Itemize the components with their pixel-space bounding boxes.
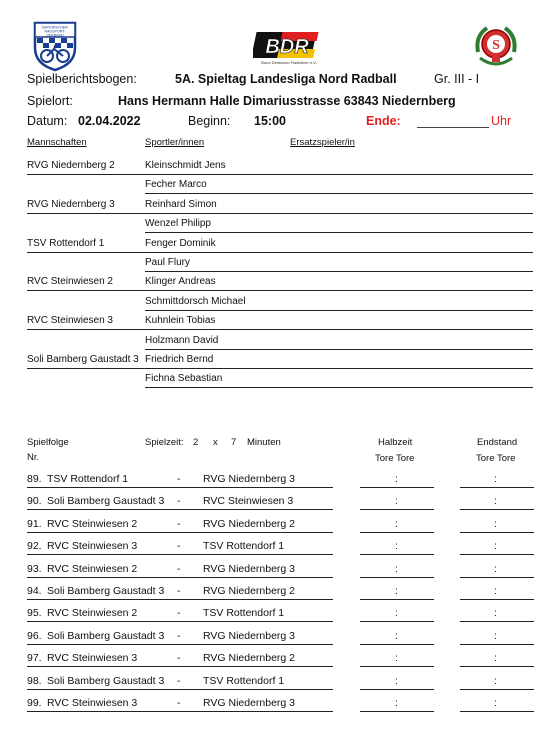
end-label: Ende: — [366, 114, 401, 128]
game-divider — [27, 711, 333, 712]
players-header: Sportler/innen — [145, 137, 205, 148]
game-divider — [27, 577, 333, 578]
game-home-team: RVC Steinwiesen 2 — [47, 562, 138, 575]
final-score-field[interactable] — [460, 487, 534, 488]
halftime-score-field[interactable] — [360, 621, 434, 622]
halftime-score-separator: : — [395, 607, 398, 620]
roster-divider — [145, 310, 533, 311]
final-goals-header: Tore Tore — [476, 453, 516, 464]
halftime-score-field[interactable] — [360, 554, 434, 555]
halftime-score-separator: : — [395, 652, 398, 665]
venue-value: Hans Hermann Halle Dimariusstrasse 63843 Niedernberg — [118, 94, 456, 108]
game-dash: - — [177, 495, 181, 508]
game-number: 92. — [27, 540, 42, 553]
roster-divider — [27, 368, 533, 369]
final-score-separator: : — [494, 697, 497, 709]
game-dash: - — [177, 607, 181, 620]
game-number: 96. — [27, 629, 42, 642]
game-dash: - — [177, 517, 181, 530]
roster-player: Wenzel Philipp — [145, 218, 211, 230]
date-label: Datum: — [27, 114, 68, 128]
halftime-score-field[interactable] — [360, 532, 434, 533]
halftime-header: Halbzeit — [378, 437, 413, 448]
halftime-score-separator: : — [395, 540, 398, 553]
game-away-team: TSV Rottendorf 1 — [203, 607, 285, 620]
game-dash: - — [177, 629, 181, 642]
nr-header: Nr. — [27, 452, 40, 463]
halftime-score-separator: : — [395, 629, 398, 642]
game-number: 95. — [27, 607, 42, 620]
game-away-team: RVC Steinwiesen 3 — [203, 495, 294, 508]
game-home-team: RVC Steinwiesen 2 — [47, 607, 138, 620]
roster-divider — [145, 232, 533, 233]
roster-player: Kleinschmidt Jens — [145, 160, 226, 171]
game-dash: - — [177, 473, 181, 485]
halftime-score-separator: : — [395, 495, 398, 508]
game-dash: - — [177, 562, 181, 575]
roster-divider — [145, 349, 533, 350]
game-number: 89. — [27, 473, 42, 485]
game-divider — [27, 532, 333, 533]
game-dash: - — [177, 585, 181, 597]
final-score-separator: : — [494, 495, 497, 508]
minutes-count: 7 — [231, 437, 237, 448]
bayerischer-radsport-verband-logo — [32, 20, 78, 72]
times-sign: x — [213, 437, 218, 448]
game-dash: - — [177, 697, 181, 709]
halftime-score-field[interactable] — [360, 689, 434, 690]
game-away-team: TSV Rottendorf 1 — [203, 540, 285, 553]
game-divider — [27, 666, 333, 667]
roster-player: Reinhard Simon — [145, 198, 217, 210]
roster-team: RVC Steinwiesen 3 — [27, 315, 113, 327]
order-header: Spielfolge — [27, 437, 69, 448]
roster-team: RVG Niedernberg 2 — [27, 160, 115, 171]
roster-team: TSV Rottendorf 1 — [27, 237, 105, 249]
final-score-separator: : — [494, 473, 497, 485]
halftime-score-field[interactable] — [360, 666, 434, 667]
roster-divider — [27, 329, 533, 330]
roster-divider — [145, 271, 533, 272]
start-label: Beginn: — [188, 114, 231, 128]
svg-text:BDR: BDR — [265, 36, 309, 58]
game-number: 99. — [27, 697, 42, 709]
game-divider — [27, 689, 333, 690]
game-number: 90. — [27, 495, 42, 508]
group-label: Gr. III - I — [434, 72, 480, 86]
final-score-separator: : — [494, 517, 497, 530]
date-value: 02.04.2022 — [78, 114, 141, 128]
match-title: 5A. Spieltag Landesliga Nord Radball — [175, 72, 397, 86]
svg-text:RADSPORT-: RADSPORT- — [44, 29, 66, 34]
game-away-team: RVG Niedernberg 3 — [203, 697, 296, 709]
game-home-team: RVC Steinwiesen 2 — [47, 517, 138, 530]
roster-player: Klinger Andreas — [145, 276, 216, 288]
final-score-field[interactable] — [460, 509, 534, 510]
game-away-team: RVG Niedernberg 3 — [203, 562, 296, 575]
roster-player: Fecher Marco — [145, 179, 207, 191]
game-divider — [27, 644, 333, 645]
final-score-field[interactable] — [460, 621, 534, 622]
form-label: Spielberichtsbogen: — [27, 72, 137, 86]
roster-player: Fenger Dominik — [145, 237, 216, 249]
roster-player: Holzmann David — [145, 334, 219, 346]
roster-divider — [27, 174, 533, 175]
final-score-field[interactable] — [460, 554, 534, 555]
game-away-team: TSV Rottendorf 1 — [203, 674, 285, 687]
game-away-team: RVG Niedernberg 2 — [203, 517, 296, 530]
end-time-field[interactable] — [417, 127, 489, 128]
final-score-field[interactable] — [460, 644, 534, 645]
game-number: 94. — [27, 585, 42, 597]
bdr-logo — [253, 30, 321, 66]
final-score-separator: : — [494, 652, 497, 665]
game-home-team: Soli Bamberg Gaustadt 3 — [47, 495, 165, 508]
final-score-separator: : — [494, 562, 497, 575]
svg-text:Bund Deutscher Radfahrer e.V.: Bund Deutscher Radfahrer e.V. — [261, 60, 317, 65]
final-score-field[interactable] — [460, 599, 534, 600]
final-score-field[interactable] — [460, 689, 534, 690]
halftime-score-separator: : — [395, 697, 398, 709]
roster-divider — [27, 290, 533, 291]
halftime-score-separator: : — [395, 585, 398, 597]
teams-header: Mannschaften — [27, 137, 87, 148]
game-away-team: RVG Niedernberg 3 — [203, 473, 296, 485]
game-home-team: Soli Bamberg Gaustadt 3 — [47, 585, 165, 597]
roster-player: Schmittdorsch Michael — [145, 295, 246, 307]
final-score-separator: : — [494, 607, 497, 620]
game-home-team: TSV Rottendorf 1 — [47, 473, 129, 485]
game-home-team: Soli Bamberg Gaustadt 3 — [47, 674, 165, 687]
minutes-label: Minuten — [247, 437, 281, 448]
roster-team: RVC Steinwiesen 2 — [27, 276, 113, 288]
roster-player: Fichna Sebastian — [145, 373, 223, 385]
halftime-score-field[interactable] — [360, 599, 434, 600]
game-dash: - — [177, 652, 181, 665]
subs-header: Ersatzspieler/in — [290, 137, 355, 148]
roster-player: Paul Flury — [145, 257, 191, 268]
halves-count: 2 — [193, 437, 199, 448]
game-number: 91. — [27, 517, 42, 530]
start-value: 15:00 — [254, 114, 286, 128]
venue-label: Spielort: — [27, 94, 73, 108]
final-score-separator: : — [494, 674, 497, 687]
game-home-team: RVC Steinwiesen 3 — [47, 697, 138, 709]
final-header: Endstand — [477, 437, 518, 448]
game-time-label: Spielzeit: — [145, 437, 184, 448]
game-divider — [27, 487, 333, 488]
roster-team: RVG Niedernberg 3 — [27, 198, 115, 210]
svg-text:BAYERISCHER: BAYERISCHER — [42, 25, 68, 30]
game-number: 97. — [27, 652, 42, 665]
final-score-field[interactable] — [460, 666, 534, 667]
roster-player: Friedrich Bernd — [145, 354, 214, 365]
halftime-score-field[interactable] — [360, 509, 434, 510]
halftime-goals-header: Tore Tore — [375, 453, 415, 464]
end-unit: Uhr — [491, 114, 512, 128]
halftime-score-separator: : — [395, 674, 398, 687]
final-score-separator: : — [494, 629, 497, 642]
game-home-team: RVC Steinwiesen 3 — [47, 652, 138, 665]
final-score-field[interactable] — [460, 711, 534, 712]
roster-divider — [27, 252, 533, 253]
roster-divider — [145, 387, 533, 388]
final-score-field[interactable] — [460, 532, 534, 533]
svg-text:S: S — [492, 38, 500, 53]
halftime-score-field[interactable] — [360, 487, 434, 488]
game-number: 93. — [27, 562, 42, 575]
roster-player: Kuhnlein Tobias — [145, 315, 216, 327]
game-divider — [27, 509, 333, 510]
halftime-score-field[interactable] — [360, 644, 434, 645]
club-emblem-logo — [473, 22, 519, 70]
svg-text:VERBAND: VERBAND — [46, 33, 64, 38]
game-dash: - — [177, 674, 181, 687]
game-dash: - — [177, 540, 181, 553]
final-score-separator: : — [494, 540, 497, 553]
game-divider — [27, 599, 333, 600]
halftime-score-separator: : — [395, 562, 398, 575]
game-divider — [27, 621, 333, 622]
game-away-team: RVG Niedernberg 2 — [203, 652, 296, 665]
halftime-score-separator: : — [395, 517, 398, 530]
game-home-team: RVC Steinwiesen 3 — [47, 540, 138, 553]
game-away-team: RVG Niedernberg 2 — [203, 585, 296, 597]
final-score-separator: : — [494, 585, 497, 597]
roster-divider — [145, 193, 533, 194]
halftime-score-separator: : — [395, 473, 398, 485]
game-number: 98. — [27, 674, 42, 687]
roster-team: Soli Bamberg Gaustadt 3 — [27, 354, 139, 365]
game-home-team: Soli Bamberg Gaustadt 3 — [47, 629, 165, 642]
final-score-field[interactable] — [460, 577, 534, 578]
game-away-team: RVG Niedernberg 3 — [203, 629, 296, 642]
halftime-score-field[interactable] — [360, 577, 434, 578]
game-divider — [27, 554, 333, 555]
roster-divider — [27, 213, 533, 214]
halftime-score-field[interactable] — [360, 711, 434, 712]
